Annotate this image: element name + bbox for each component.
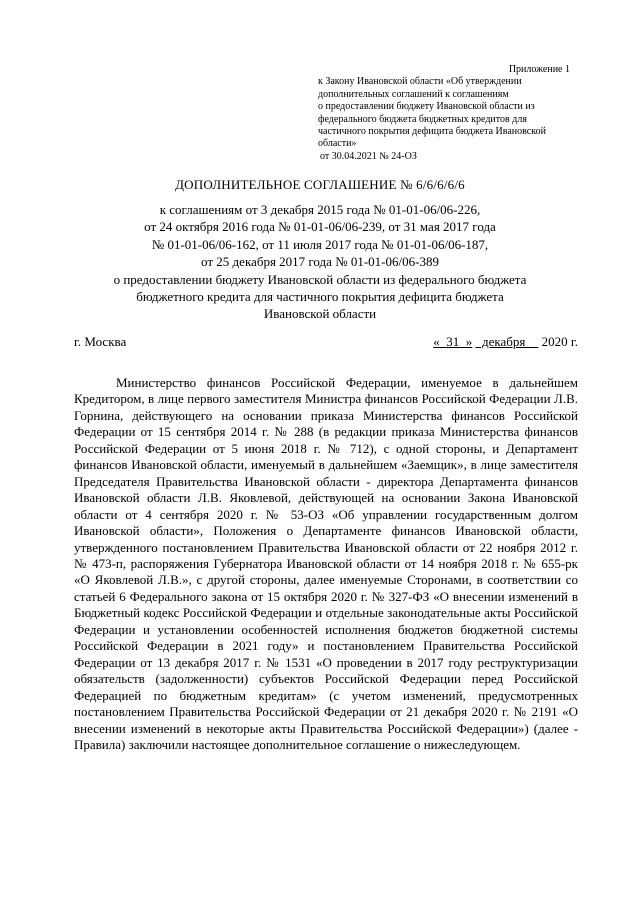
- signing-date: [433, 334, 578, 350]
- place-date-row: [74, 334, 578, 350]
- place: г. Москва: [74, 334, 127, 349]
- appendix-title: Приложение 1: [508, 64, 570, 75]
- subtitle-line: бюджетного кредита для частичного покрытия дефицита бюджета: [136, 289, 504, 305]
- subtitle-line: к соглашениям от 3 декабря 2015 года № 01-01-06/06-226,: [159, 202, 481, 217]
- appendix-date: от 30.04.2021 № 24-ОЗ: [320, 150, 417, 162]
- appendix-reference: [318, 76, 576, 150]
- appendix-line: федерального бюджета бюджетных кредитов для: [318, 113, 527, 125]
- appendix-block: [318, 64, 576, 163]
- appendix-line: о предоставлении бюджету Ивановской области из: [318, 101, 535, 113]
- agreement-preamble: Министерство финансов Российской Федерации, именуемое в дальнейшем Кредитором, в лице первого заместителя Министра финансов Российской Федерации Л.В. Горнина, действующего на основании приказа Министерства финансов Российской Федерации от 15 сентября 2014 г. № 288 (в редакции приказа Министерства финансов Российской Федерации от 5 июня 2018 г. № 712), с одной стороны, и Департамент финансов Ивановской области, именуемый в дальнейшем «Заемщик», в лице заместителя Председателя Правительства Ивановской области - директора Департамента финансов Ивановской области Л.В. Яковлевой, действующей на основании Закона Ивановской области от 4 сентября 2020 г. № 53-ОЗ «Об управлении государственным долгом Ивановской области», Положения о Департаменте финансов Ивановской области, утвержденного постановлением Правительства Ивановской области от 22 ноября 2012 г. № 473-п, распоряжения Губернатора Ивановской области от 14 ноября 2018 г. № 655-рк «О Яковлевой Л.В.», с другой стороны, далее именуемые Сторонами, в соответствии со статьей 6 Федерального закона от 15 октября 2020 г. № 327-ФЗ «О внесении изменений в Бюджетный кодекс Российской Федерации и отдельные законодательные акты Российской Федерации и установлении особенностей исполнения бюджетов бюджетной системы Российской Федерации в 2021 году» и постановлением Правительства Российской Федерации от 13 декабря 2017 г. № 1531 «О проведении в 2017 году реструктуризации обязательств (задолженности) субъектов Российской Федерации перед Российской Федерацией по бюджетным кредитам» (с учетом изменений, предусмотренных постановлением Правительства Российской Федерации от 21 декабря 2020 г. № 2191 «О внесении изменений в некоторые акты Правительства Российской Федерации») (далее - Правила) заключили настоящее дополнительное соглашение о нижеследующем.: [74, 375, 578, 752]
- subtitle-line: о предоставлении бюджету Ивановской области из федерального бюджета: [113, 271, 527, 287]
- date-month: декабря: [475, 334, 539, 349]
- document-subtitle: [100, 201, 540, 323]
- document-title: ДОПОЛНИТЕЛЬНОЕ СОГЛАШЕНИЕ № 6/6/6/6/6: [175, 177, 465, 192]
- date-open-quote: «: [433, 334, 440, 349]
- date-close-quote: »: [465, 334, 473, 349]
- appendix-line: частичного покрытия дефицита бюджета Ивановской: [318, 126, 546, 138]
- subtitle-line: № 01-01-06/06-162, от 11 июля 2017 года № 01-01-06/06-187,: [151, 236, 489, 252]
- subtitle-line: Ивановской области: [263, 306, 377, 322]
- appendix-line: к Закону Ивановской области «Об утверждении: [318, 76, 522, 88]
- date-year: 2020 г.: [541, 334, 578, 349]
- date-day: 31: [439, 334, 466, 349]
- subtitle-line: от 24 октября 2016 года № 01-01-06/06-239, от 31 мая 2017 года: [144, 219, 496, 235]
- appendix-line: дополнительных соглашений к соглашениям: [318, 88, 509, 100]
- subtitle-line: от 25 декабря 2017 года № 01-01-06/06-389: [201, 254, 439, 270]
- appendix-line: области»: [318, 138, 357, 150]
